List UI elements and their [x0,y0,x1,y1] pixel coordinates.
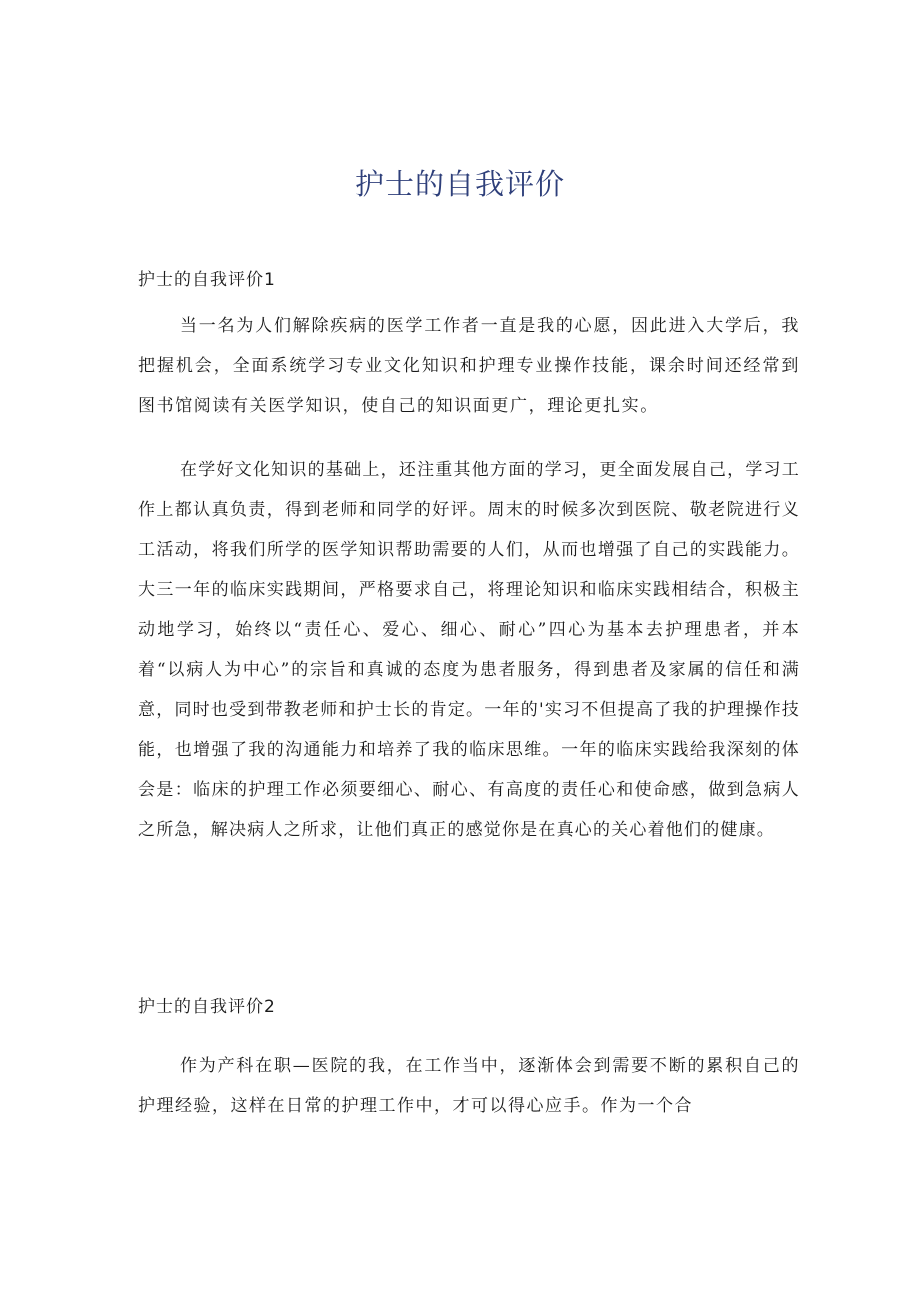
section-heading-2: 护士的自我评价2 [138,997,276,1017]
section-1-paragraph-1: 当一名为人们解除疾病的医学工作者一直是我的心愿，因此进入大学后，我把握机会，全面系统学习专业文化知识和护理专业操作技能，课余时间还经常到图书馆阅读有关医学知识，使自己的知识面更广，理论更扎实。 [138,316,800,416]
section-heading-1: 护士的自我评价1 [138,270,276,290]
section-1-paragraph-2: 在学好文化知识的基础上，还注重其他方面的学习，更全面发展自己，学习工作上都认真负责，得到老师和同学的好评。周末的时候多次到医院、敬老院进行义工活动，将我们所学的医学知识帮助需要的人们，从而也增强了自己的实践能力。大三一年的临床实践期间，严格要求自己，将理论知识和临床实践相结合，积极主动地学习，始终以“责任心、爱心、细心、耐心”四心为基本去护理患者，并本着“以病人为中心”的宗旨和真诚的态度为患者服务，得到患者及家属的信任和满意，同时也受到带教老师和护士长的肯定。一年的'实习不但提高了我的护理操作技能，也增强了我的沟通能力和培养了我的临床思维。一年的临床实践给我深刻的体会是：临床的护理工作必须要细心、耐心、有高度的责任心和使命感，做到急病人之所急，解决病人之所求，让他们真正的感觉你是在真心的关心着他们的健康。 [138,460,800,840]
document-title: 护士的自我评价 [354,167,565,201]
section-2-paragraph-1: 作为产科在职—医院的我，在工作当中，逐渐体会到需要不断的累积自己的护理经验，这样在日常的护理工作中，才可以得心应手。作为一个合 [138,1056,800,1116]
